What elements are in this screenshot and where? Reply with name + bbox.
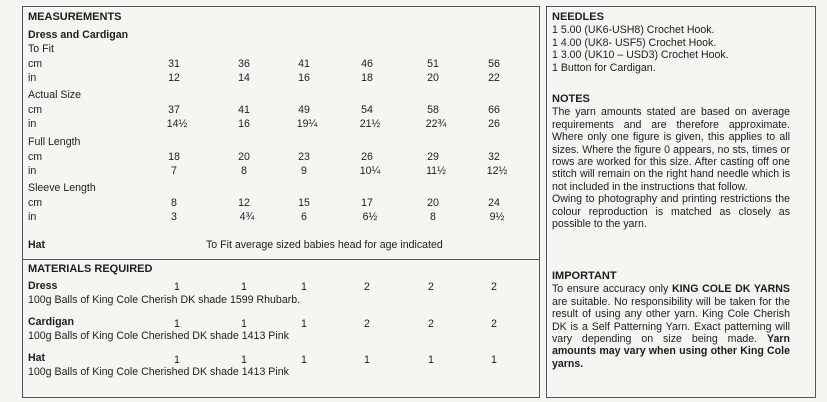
actual-cm-1: 37 xyxy=(168,104,180,116)
actual-in-6: 26 xyxy=(488,118,500,130)
to-fit-cm-4: 46 xyxy=(361,58,373,70)
materials-heading: MATERIALS REQUIRED xyxy=(28,263,153,275)
sleeve-cm-1: 8 xyxy=(171,197,177,209)
full-in-6: 12½ xyxy=(486,165,508,177)
sleeve-in-1: 3 xyxy=(171,211,177,223)
hat-qty-3: 1 xyxy=(301,354,307,366)
material-name-cardigan: Cardigan xyxy=(28,316,74,328)
material-name-hat: Hat xyxy=(28,352,46,364)
hat-measure-label: Hat xyxy=(28,239,46,251)
important-heading: IMPORTANT xyxy=(552,270,617,282)
to-fit-in-6: 22 xyxy=(488,72,500,84)
full-cm-2: 20 xyxy=(238,151,250,163)
actual-in-1: 14½ xyxy=(166,118,188,130)
to-fit-in-4: 18 xyxy=(361,72,373,84)
to-fit-cm-5: 51 xyxy=(427,58,439,70)
section-label-to-fit: To Fit xyxy=(28,43,54,55)
full-cm-5: 29 xyxy=(427,151,439,163)
dress-qty-4: 2 xyxy=(364,281,370,293)
actual-in-3: 19¼ xyxy=(296,118,318,130)
to-fit-cm-1: 31 xyxy=(168,58,180,70)
dress-qty-3: 1 xyxy=(301,281,307,293)
full-cm-4: 26 xyxy=(361,151,373,163)
cardigan-qty-3: 1 xyxy=(301,318,307,330)
actual-in-2: 16 xyxy=(238,118,250,130)
important-warning: Yarn amounts may vary when using other King Cole yarns. xyxy=(552,333,790,370)
dress-cardigan-label: Dress and Cardigan xyxy=(28,29,129,41)
full-in-4: 10¼ xyxy=(359,165,381,177)
hat-qty-1: 1 xyxy=(174,354,180,366)
needle-line: 1 3.00 (UK10 – USD3) Crochet Hook. xyxy=(552,49,729,62)
cardigan-qty-2: 1 xyxy=(241,318,247,330)
cardigan-qty-5: 2 xyxy=(428,318,434,330)
sleeve-in-3: 6 xyxy=(301,211,307,223)
to-fit-in-3: 16 xyxy=(298,72,310,84)
cardigan-qty-1: 1 xyxy=(174,318,180,330)
cm-label: cm xyxy=(28,58,43,70)
cm-label: cm xyxy=(28,197,43,209)
hat-qty-5: 1 xyxy=(428,354,434,366)
important-brand: KING COLE DK YARNS xyxy=(671,283,790,296)
full-in-3: 9 xyxy=(301,165,307,177)
sleeve-cm-4: 17 xyxy=(361,197,373,209)
hat-qty-6: 1 xyxy=(491,354,497,366)
dress-qty-6: 2 xyxy=(491,281,497,293)
hat-qty-2: 1 xyxy=(241,354,247,366)
full-in-5: 11½ xyxy=(426,165,446,177)
full-in-2: 8 xyxy=(241,165,247,177)
in-label: in xyxy=(28,118,37,130)
dress-qty-1: 1 xyxy=(174,281,180,293)
dress-qty-5: 2 xyxy=(428,281,434,293)
in-label: in xyxy=(28,72,37,84)
full-cm-6: 32 xyxy=(488,151,500,163)
needles-heading: NEEDLES xyxy=(552,11,604,23)
to-fit-in-2: 14 xyxy=(238,72,250,84)
sleeve-cm-6: 24 xyxy=(488,197,500,209)
needles-section xyxy=(552,11,790,74)
needle-line: 1 4.00 (UK8- USF5) Crochet Hook. xyxy=(552,36,717,49)
cm-label: cm xyxy=(28,151,43,163)
sleeve-in-4: 6½ xyxy=(362,211,378,223)
to-fit-in-1: 12 xyxy=(168,72,180,84)
material-desc-dress: 100g Balls of King Cole Cherish DK shade 1599 Rhubarb. xyxy=(28,294,301,306)
section-label-actual-size: Actual Size xyxy=(28,89,81,101)
actual-cm-3: 49 xyxy=(298,104,310,116)
to-fit-in-5: 20 xyxy=(427,72,439,84)
actual-in-5: 22¾ xyxy=(425,118,447,130)
important-text-1: To ensure accuracy only xyxy=(552,283,672,296)
button-line: 1 Button for Cardigan. xyxy=(552,61,656,74)
notes-heading: NOTES xyxy=(552,93,590,105)
hat-fit-text: To Fit average sized babies head for age indicated xyxy=(206,239,443,251)
actual-cm-5: 58 xyxy=(427,104,439,116)
hat-qty-4: 1 xyxy=(364,354,370,366)
actual-in-4: 21½ xyxy=(359,118,381,130)
sleeve-cm-2: 12 xyxy=(238,197,250,209)
important-paragraph xyxy=(552,283,790,370)
material-name-dress: Dress xyxy=(28,280,58,292)
notes-paragraph-1: The yarn amounts stated are based on average requirements and are therefore approximate. Where only one figure is given, this applies to all sizes. Where the figure 0 appears, no sts, times or rows are worked for this size. After casting off one stitch will remain on the right hand needle which is not included in the instructions that follow. xyxy=(552,106,790,193)
in-label: in xyxy=(28,211,37,223)
dress-qty-2: 1 xyxy=(241,281,247,293)
sleeve-cm-3: 15 xyxy=(298,197,310,209)
section-label-full-length: Full Length xyxy=(28,136,81,148)
to-fit-cm-3: 41 xyxy=(298,58,310,70)
sleeve-in-6: 9½ xyxy=(489,211,505,223)
notes-section xyxy=(552,93,790,230)
needle-line: 1 5.00 (UK6-USH8) Crochet Hook. xyxy=(552,24,715,37)
full-in-1: 7 xyxy=(171,165,177,177)
in-label: in xyxy=(28,165,37,177)
full-cm-1: 18 xyxy=(168,151,180,163)
cm-label: cm xyxy=(28,104,43,116)
material-desc-hat: 100g Balls of King Cole Cherished DK shade 1413 Pink xyxy=(28,366,289,378)
sleeve-in-2: 4¾ xyxy=(239,211,255,223)
sleeve-cm-5: 20 xyxy=(427,197,439,209)
section-label-sleeve-length: Sleeve Length xyxy=(28,182,96,194)
to-fit-cm-6: 56 xyxy=(488,58,500,70)
actual-cm-6: 66 xyxy=(488,104,500,116)
material-desc-cardigan: 100g Balls of King Cole Cherished DK shade 1413 Pink xyxy=(28,330,289,342)
measurements-heading: MEASUREMENTS xyxy=(28,11,122,23)
actual-cm-2: 41 xyxy=(238,104,250,116)
sleeve-in-5: 8 xyxy=(430,211,436,223)
cardigan-qty-4: 2 xyxy=(364,318,370,330)
cardigan-qty-6: 2 xyxy=(491,318,497,330)
important-text-2: are suitable. No responsibility will be taken for the result of using any other yarn. King Cole Cherish DK is a Self Patterning Yarn. Exact patterning will vary depending on size being made. xyxy=(552,295,790,346)
to-fit-cm-2: 36 xyxy=(238,58,250,70)
materials-divider xyxy=(22,259,540,260)
full-cm-3: 23 xyxy=(298,151,310,163)
notes-paragraph-2: Owing to photography and printing restrictions the colour reproduction is matched as closely as possible to the yarn. xyxy=(552,193,790,231)
important-section xyxy=(552,270,790,370)
actual-cm-4: 54 xyxy=(361,104,373,116)
